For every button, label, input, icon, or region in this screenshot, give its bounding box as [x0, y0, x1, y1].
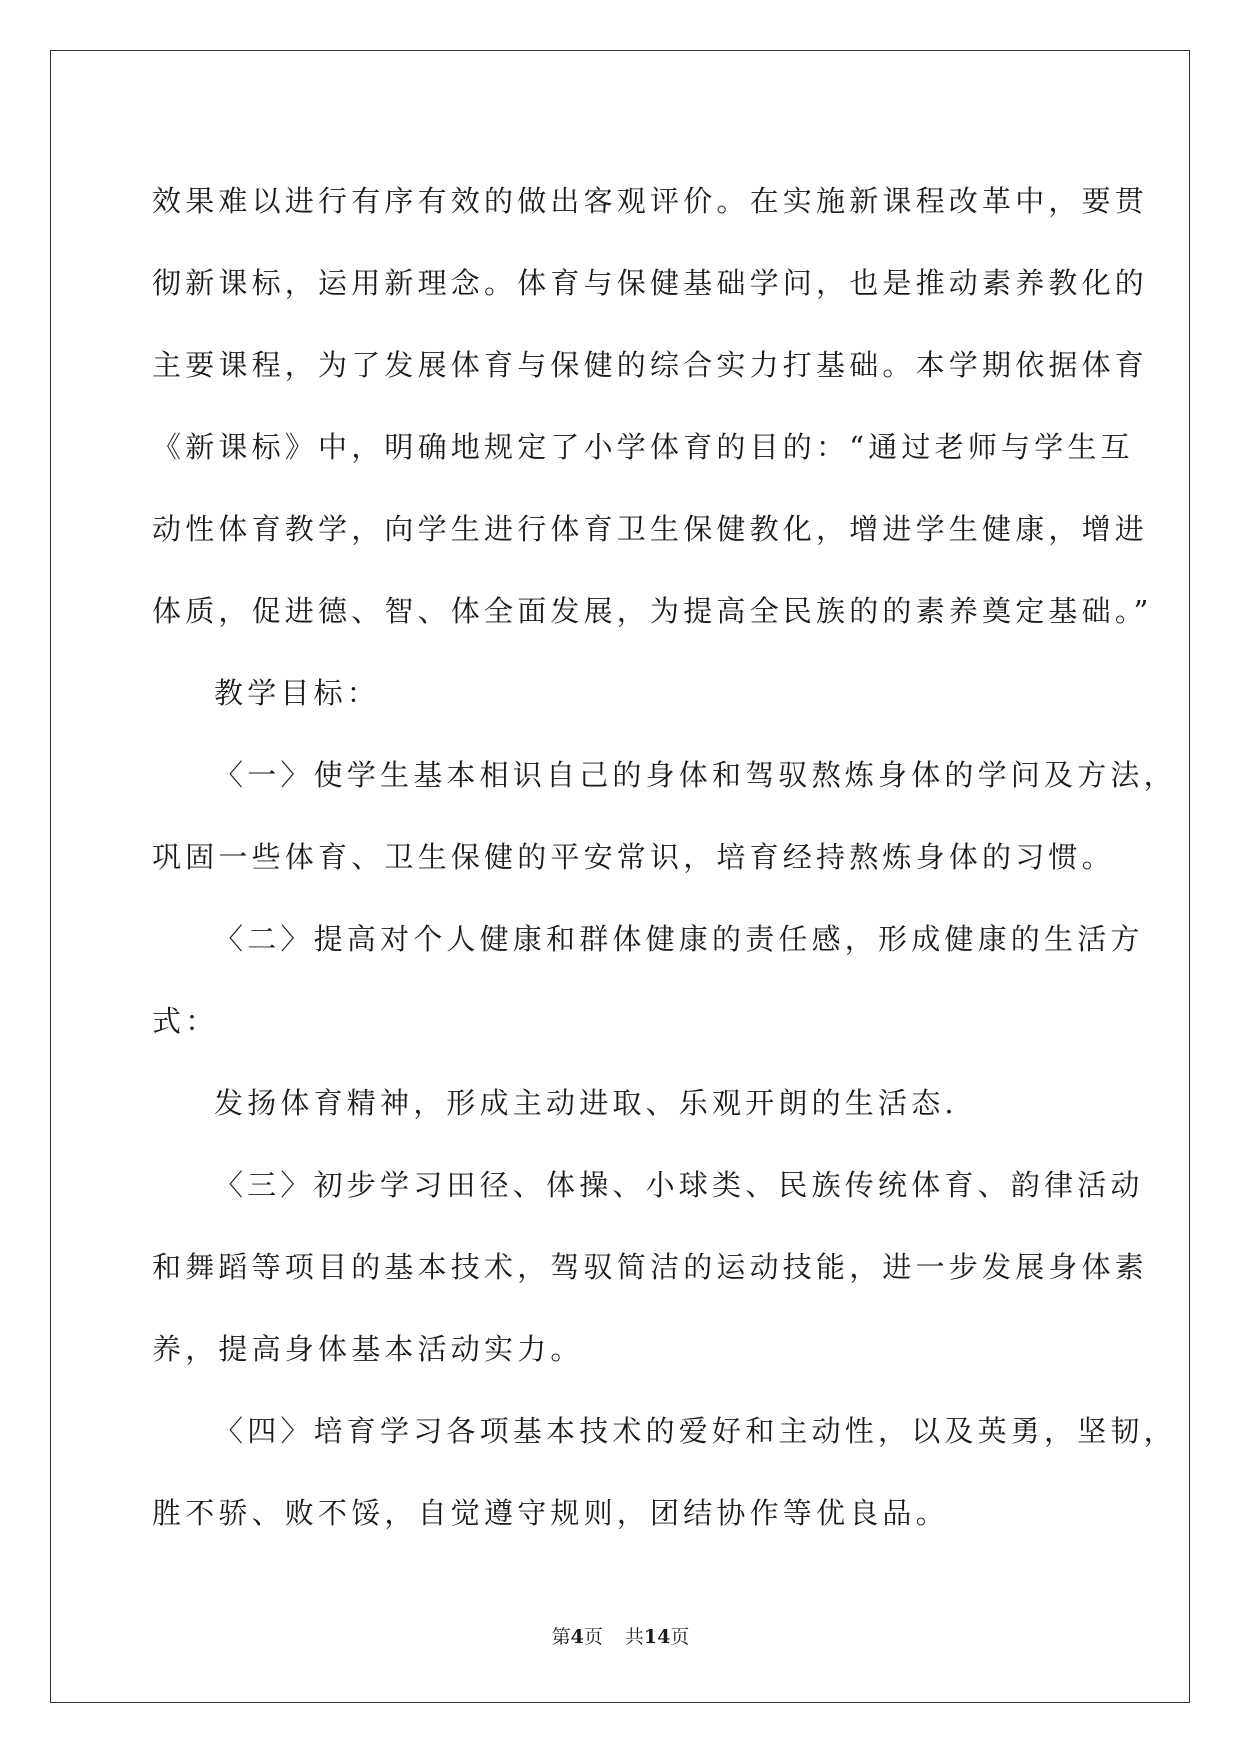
paragraph-line: 〈一〉使学生基本相识自己的身体和驾驭熬炼身体的学问及方法， [214, 758, 1177, 792]
page-footer [0, 1622, 1241, 1649]
total-page-count: 14 [643, 1626, 671, 1648]
paragraph-line: 〈二〉提高对个人健康和群体健康的责任感，形成健康的生活方 [214, 922, 1144, 956]
paragraph-line: 发扬体育精神，形成主动进取、乐观开朗的生活态. [214, 1086, 958, 1120]
page-prefix: 第 [551, 1626, 571, 1648]
paragraph-line: 养，提高身体基本活动实力。 [152, 1332, 584, 1366]
paragraph-line: 主要课程，为了发展体育与保健的综合实力打基础。本学期依据体育 [152, 348, 1149, 382]
page-suffix: 页 [583, 1626, 603, 1648]
paragraph-line: 〈四〉培育学习各项基本技术的爱好和主动性，以及英勇，坚韧， [214, 1414, 1177, 1448]
section-heading: 教学目标： [214, 676, 381, 710]
paragraph-line: 体质，促进德、智、体全面发展，为提高全民族的的素养奠定基础。” [152, 594, 1153, 628]
paragraph-line: 动性体育教学，向学生进行体育卫生保健教化，增进学生健康，增进 [152, 512, 1149, 546]
paragraph-line: 巩固一些体育、卫生保健的平安常识，培育经持熬炼身体的习惯。 [152, 840, 1115, 874]
paragraph-line: 效果难以进行有序有效的做出客观评价。在实施新课程改革中，要贯 [152, 184, 1149, 218]
document-body [152, 160, 1177, 1554]
total-prefix: 共 [624, 1626, 644, 1648]
total-suffix: 页 [670, 1626, 690, 1648]
current-page-number: 4 [570, 1626, 584, 1648]
paragraph-line: 和舞蹈等项目的基本技术，驾驭简洁的运动技能，进一步发展身体素 [152, 1250, 1149, 1284]
paragraph-line: 胜不骄、败不馁，自觉遵守规则，团结协作等优良品。 [152, 1496, 949, 1530]
paragraph-line: 彻新课标，运用新理念。体育与保健基础学问，也是推动素养教化的 [152, 266, 1149, 300]
paragraph-line: 式： [152, 1004, 219, 1038]
paragraph-line: 〈三〉初步学习田径、体操、小球类、民族传统体育、韵律活动 [214, 1168, 1144, 1202]
paragraph-line: 《新课标》中，明确地规定了小学体育的目的：“通过老师与学生互 [152, 430, 1134, 464]
